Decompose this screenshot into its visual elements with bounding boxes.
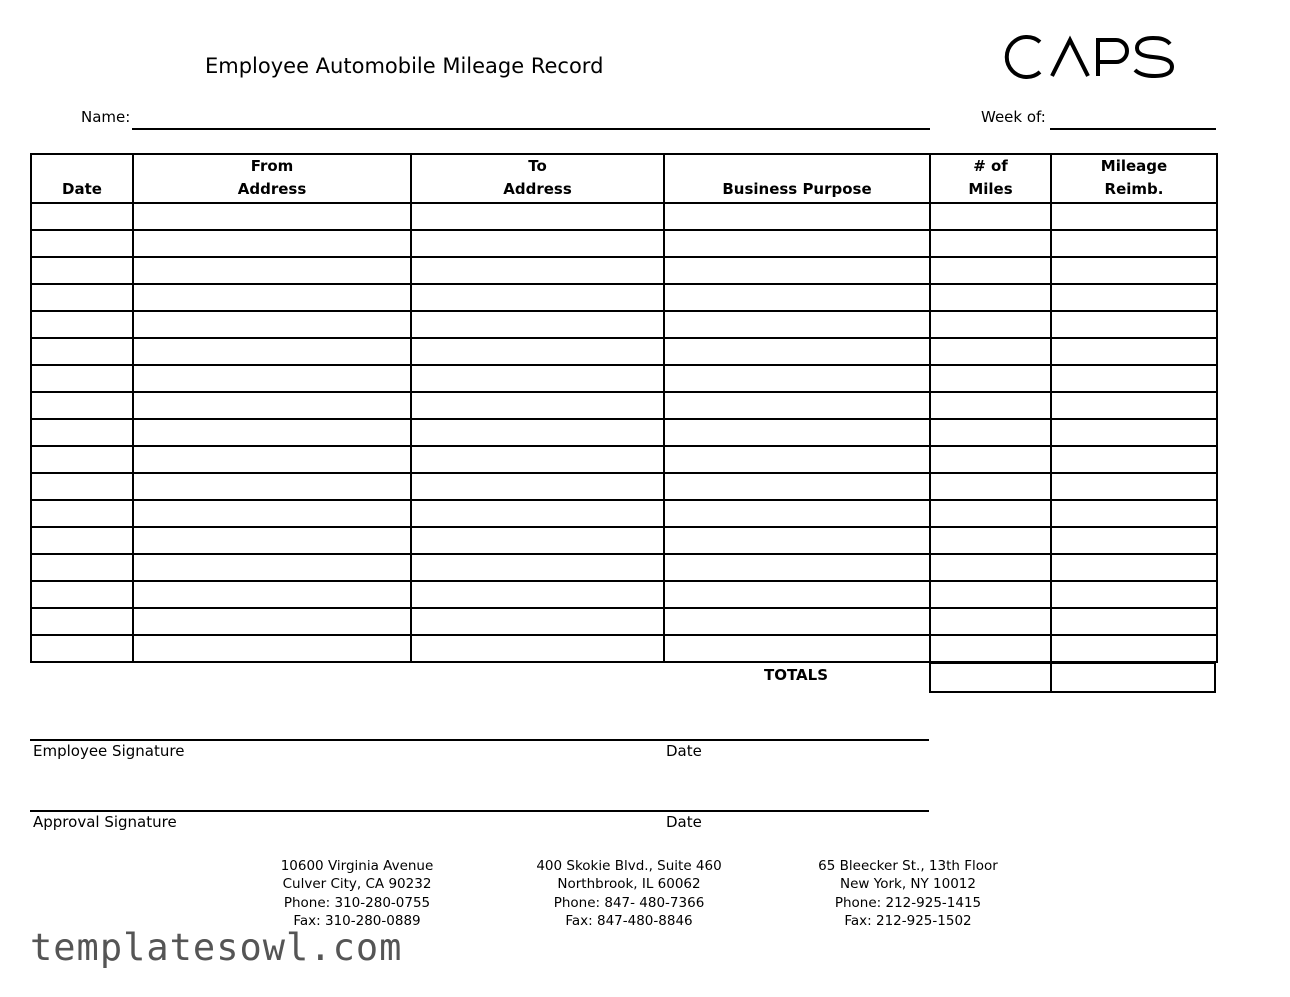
mileage-reimb-cell[interactable]: [1051, 338, 1217, 365]
to-address-cell[interactable]: [411, 284, 664, 311]
week-of-field[interactable]: [1050, 128, 1216, 130]
to-address-cell[interactable]: [411, 203, 664, 230]
from-address-cell[interactable]: [133, 338, 411, 365]
mileage-reimb-cell[interactable]: [1051, 635, 1217, 662]
office-address-line: 400 Skokie Blvd., Suite 460: [536, 858, 722, 874]
miles-cell[interactable]: [930, 554, 1051, 581]
table-row: [31, 311, 1217, 338]
date-cell[interactable]: [31, 635, 133, 662]
table-row: [31, 554, 1217, 581]
office-phone: Phone: 310-280-0755: [283, 894, 431, 911]
office-address-culver-city: [227, 857, 487, 930]
date-cell[interactable]: [31, 338, 133, 365]
mileage-reimb-cell[interactable]: [1051, 284, 1217, 311]
office-address-northbrook: [499, 857, 759, 930]
miles-cell[interactable]: [930, 581, 1051, 608]
date-cell[interactable]: [31, 257, 133, 284]
from-address-cell[interactable]: [133, 608, 411, 635]
employee-signature-label: Employee Signature: [33, 742, 185, 760]
business-purpose-cell[interactable]: [664, 284, 930, 311]
approval-date-label: Date: [666, 813, 702, 831]
column-header-business-purpose: Business Purpose: [664, 154, 930, 203]
mileage-reimb-cell[interactable]: [1051, 365, 1217, 392]
office-fax: Fax: 212-925-1502: [844, 912, 972, 929]
table-row: [31, 257, 1217, 284]
table-row: [31, 365, 1217, 392]
date-cell[interactable]: [31, 473, 133, 500]
business-purpose-cell[interactable]: [664, 527, 930, 554]
date-cell[interactable]: [31, 419, 133, 446]
business-purpose-cell[interactable]: [664, 257, 930, 284]
approval-signature-line[interactable]: [30, 810, 929, 812]
from-address-cell[interactable]: [133, 311, 411, 338]
date-cell[interactable]: [31, 311, 133, 338]
watermark: templatesowl.com: [30, 926, 403, 969]
mileage-reimb-cell[interactable]: [1051, 203, 1217, 230]
table-row: [31, 608, 1217, 635]
table-row: [31, 446, 1217, 473]
to-address-cell[interactable]: [411, 554, 664, 581]
totals-label: TOTALS: [763, 666, 829, 684]
date-cell[interactable]: [31, 392, 133, 419]
table-row: [31, 392, 1217, 419]
business-purpose-cell[interactable]: [664, 392, 930, 419]
week-of-label: Week of:: [981, 108, 1046, 126]
from-address-cell[interactable]: [133, 392, 411, 419]
column-header-from-address: From Address: [133, 154, 411, 203]
mileage-reimb-cell[interactable]: [1051, 554, 1217, 581]
mileage-table: [30, 153, 1218, 663]
mileage-reimb-cell[interactable]: [1051, 446, 1217, 473]
to-address-cell[interactable]: [411, 473, 664, 500]
table-header-row: [31, 154, 1217, 203]
miles-cell[interactable]: [930, 203, 1051, 230]
to-address-cell[interactable]: [411, 365, 664, 392]
miles-cell[interactable]: [930, 338, 1051, 365]
from-address-cell[interactable]: [133, 203, 411, 230]
business-purpose-cell[interactable]: [664, 230, 930, 257]
business-purpose-cell[interactable]: [664, 635, 930, 662]
office-address-line: 65 Bleecker St., 13th Floor: [818, 858, 998, 874]
to-address-cell[interactable]: [411, 635, 664, 662]
miles-cell[interactable]: [930, 230, 1051, 257]
business-purpose-cell[interactable]: [664, 419, 930, 446]
table-row: [31, 419, 1217, 446]
business-purpose-cell[interactable]: [664, 581, 930, 608]
date-cell[interactable]: [31, 365, 133, 392]
mileage-reimb-cell[interactable]: [1051, 581, 1217, 608]
date-cell[interactable]: [31, 500, 133, 527]
miles-cell[interactable]: [930, 419, 1051, 446]
office-phone: Phone: 212-925-1415: [834, 894, 982, 911]
to-address-cell[interactable]: [411, 392, 664, 419]
mileage-reimb-cell[interactable]: [1051, 473, 1217, 500]
from-address-cell[interactable]: [133, 284, 411, 311]
office-fax: Fax: 310-280-0889: [293, 912, 421, 929]
office-address-new-york: [778, 857, 1038, 930]
date-cell[interactable]: [31, 608, 133, 635]
caps-logo-mark: [1000, 30, 1180, 84]
name-field[interactable]: [132, 128, 930, 130]
date-cell[interactable]: [31, 581, 133, 608]
business-purpose-cell[interactable]: [664, 338, 930, 365]
from-address-cell[interactable]: [133, 500, 411, 527]
approval-signature-label: Approval Signature: [33, 813, 177, 831]
business-purpose-cell[interactable]: [664, 203, 930, 230]
office-address-line: 10600 Virginia Avenue: [280, 858, 434, 874]
business-purpose-cell[interactable]: [664, 365, 930, 392]
mileage-reimb-cell[interactable]: [1051, 608, 1217, 635]
page-title: Employee Automobile Mileage Record: [205, 54, 604, 78]
miles-cell[interactable]: [930, 311, 1051, 338]
name-label: Name:: [81, 108, 131, 126]
miles-cell[interactable]: [930, 608, 1051, 635]
office-city-line: Northbrook, IL 60062: [557, 876, 701, 893]
to-address-cell[interactable]: [411, 311, 664, 338]
from-address-cell[interactable]: [133, 230, 411, 257]
date-cell[interactable]: [31, 203, 133, 230]
total-miles-cell[interactable]: [929, 662, 1052, 693]
to-address-cell[interactable]: [411, 500, 664, 527]
mileage-reimb-cell[interactable]: [1051, 257, 1217, 284]
miles-cell[interactable]: [930, 527, 1051, 554]
mileage-reimb-cell[interactable]: [1051, 500, 1217, 527]
table-row: [31, 581, 1217, 608]
column-header-to-address: To Address: [411, 154, 664, 203]
miles-cell[interactable]: [930, 257, 1051, 284]
date-cell[interactable]: [31, 527, 133, 554]
column-header-miles: # of Miles: [930, 154, 1051, 203]
office-city-line: Culver City, CA 90232: [282, 876, 432, 893]
business-purpose-cell[interactable]: [664, 608, 930, 635]
to-address-cell[interactable]: [411, 527, 664, 554]
office-fax: Fax: 847-480-8846: [565, 912, 693, 929]
date-cell[interactable]: [31, 446, 133, 473]
miles-cell[interactable]: [930, 392, 1051, 419]
from-address-cell[interactable]: [133, 635, 411, 662]
table-body: [31, 203, 1217, 662]
miles-cell[interactable]: [930, 500, 1051, 527]
table-row: [31, 473, 1217, 500]
business-purpose-cell[interactable]: [664, 500, 930, 527]
from-address-cell[interactable]: [133, 473, 411, 500]
caps-logo: [1000, 30, 1180, 84]
column-header-mileage-reimb: Mileage Reimb.: [1051, 154, 1217, 203]
mileage-reimb-cell[interactable]: [1051, 311, 1217, 338]
from-address-cell[interactable]: [133, 581, 411, 608]
date-cell[interactable]: [31, 554, 133, 581]
business-purpose-cell[interactable]: [664, 473, 930, 500]
to-address-cell[interactable]: [411, 581, 664, 608]
from-address-cell[interactable]: [133, 365, 411, 392]
table-row: [31, 203, 1217, 230]
to-address-cell[interactable]: [411, 446, 664, 473]
table-row: [31, 230, 1217, 257]
miles-cell[interactable]: [930, 284, 1051, 311]
miles-cell[interactable]: [930, 365, 1051, 392]
from-address-cell[interactable]: [133, 554, 411, 581]
business-purpose-cell[interactable]: [664, 554, 930, 581]
business-purpose-cell[interactable]: [664, 311, 930, 338]
mileage-reimb-cell[interactable]: [1051, 527, 1217, 554]
employee-signature-line[interactable]: [30, 739, 929, 741]
column-header-date: Date: [31, 154, 133, 203]
to-address-cell[interactable]: [411, 419, 664, 446]
table-row: [31, 635, 1217, 662]
miles-cell[interactable]: [930, 473, 1051, 500]
mileage-reimb-cell[interactable]: [1051, 419, 1217, 446]
total-reimb-cell[interactable]: [1050, 662, 1216, 693]
from-address-cell[interactable]: [133, 419, 411, 446]
from-address-cell[interactable]: [133, 446, 411, 473]
to-address-cell[interactable]: [411, 338, 664, 365]
miles-cell[interactable]: [930, 635, 1051, 662]
table-row: [31, 527, 1217, 554]
to-address-cell[interactable]: [411, 257, 664, 284]
from-address-cell[interactable]: [133, 257, 411, 284]
office-city-line: New York, NY 10012: [840, 876, 976, 893]
from-address-cell[interactable]: [133, 527, 411, 554]
to-address-cell[interactable]: [411, 608, 664, 635]
table-row: [31, 284, 1217, 311]
table-row: [31, 338, 1217, 365]
mileage-reimb-cell[interactable]: [1051, 230, 1217, 257]
office-phone: Phone: 847- 480-7366: [553, 894, 705, 911]
table-row: [31, 500, 1217, 527]
date-cell[interactable]: [31, 230, 133, 257]
to-address-cell[interactable]: [411, 230, 664, 257]
employee-date-label: Date: [666, 742, 702, 760]
business-purpose-cell[interactable]: [664, 446, 930, 473]
date-cell[interactable]: [31, 284, 133, 311]
miles-cell[interactable]: [930, 446, 1051, 473]
mileage-reimb-cell[interactable]: [1051, 392, 1217, 419]
